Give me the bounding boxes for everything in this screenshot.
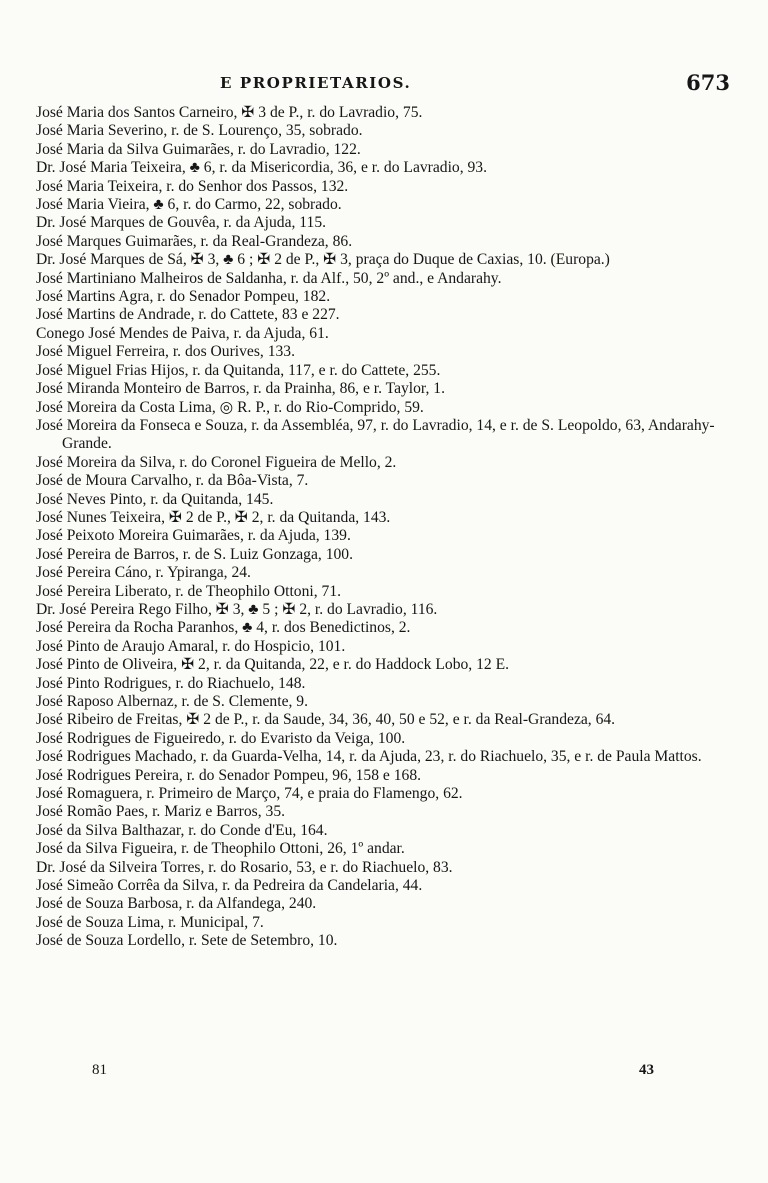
- directory-entry: José Maria da Silva Guimarães, r. do Lavradio, 122.: [36, 140, 361, 158]
- directory-entry: Conego José Mendes de Paiva, r. da Ajuda, 61.: [36, 324, 329, 342]
- directory-entry: José Nunes Teixeira, ✠ 2 de P., ✠ 2, r. da Quitanda, 143.: [36, 508, 391, 526]
- running-head: E PROPRIETARIOS.: [220, 74, 412, 92]
- directory-entry: José Rodrigues Machado, r. da Guarda-Velha, 14, r. da Ajuda, 23, r. do Riachuelo, 35, e r. de Paula Mattos.: [36, 748, 702, 766]
- directory-entry: José Romão Paes, r. Mariz e Barros, 35.: [36, 803, 286, 821]
- signature-mark-left: 81: [92, 1062, 107, 1078]
- directory-entry: José Moreira da Fonseca e Souza, r. da Assembléa, 97, r. do Lavradio, 14, e r. de S. Leopoldo, 63, Andarahy-Grande.: [36, 416, 715, 453]
- directory-entry: José de Moura Carvalho, r. da Bôa-Vista, 7.: [36, 472, 309, 490]
- directory-entry: José Miguel Ferreira, r. dos Ourives, 133.: [36, 343, 295, 361]
- directory-entry: José Maria dos Santos Carneiro, ✠ 3 de P., r. do Lavradio, 75.: [36, 104, 423, 121]
- directory-entry: José Miguel Frias Hijos, r. da Quitanda, 117, e r. do Cattete, 255.: [36, 361, 441, 379]
- directory-entry: José Maria Vieira, ♣ 6, r. do Carmo, 22, sobrado.: [36, 196, 342, 214]
- directory-entry: José Raposo Albernaz, r. de S. Clemente, 9.: [36, 693, 308, 710]
- directory-entry: José Marques Guimarães, r. da Real-Grandeza, 86.: [36, 232, 353, 250]
- directory-entry: José Rodrigues Pereira, r. do Senador Pompeu, 96, 158 e 168.: [36, 766, 422, 784]
- directory-entry: José Pinto de Oliveira, ✠ 2, r. da Quitanda, 22, e r. do Haddock Lobo, 12 E.: [36, 656, 509, 674]
- directory-entry: José de Souza Barbosa, r. da Alfandega, 240.: [36, 895, 317, 913]
- directory-entry: José Pereira de Barros, r. de S. Luiz Gonzaga, 100.: [36, 545, 353, 563]
- directory-entry: José Pereira Liberato, r. de Theophilo Ottoni, 71.: [36, 582, 342, 600]
- directory-entry: José Pereira da Rocha Paranhos, ♣ 4, r. dos Benedictinos, 2.: [36, 619, 411, 637]
- directory-entry: José Maria Severino, r. de S. Lourenço, 35, sobrado.: [36, 122, 363, 140]
- directory-entry: José Peixoto Moreira Guimarães, r. da Ajuda, 139.: [36, 527, 351, 545]
- directory-entry: José Miranda Monteiro de Barros, r. da Prainha, 86, e r. Taylor, 1.: [36, 380, 445, 398]
- directory-entry: Dr. José Marques de Sá, ✠ 3, ♣ 6 ; ✠ 2 de P., ✠ 3, praça do Duque de Caxias, 10. (Europa.): [36, 251, 610, 269]
- directory-entry: Dr. José Marques de Gouvêa, r. da Ajuda, 115.: [36, 214, 327, 232]
- directory-entry: José Martins Agra, r. do Senador Pompeu, 182.: [36, 288, 331, 306]
- directory-entry: José Rodrigues de Figueiredo, r. do Evaristo da Veiga, 100.: [36, 729, 406, 747]
- directory-entry: José da Silva Figueira, r. de Theophilo Ottoni, 26, 1º andar.: [36, 840, 405, 858]
- directory-entry: José da Silva Balthazar, r. do Conde d'Eu, 164.: [36, 821, 328, 839]
- directory-entry: Dr. José da Silveira Torres, r. do Rosario, 53, e r. do Riachuelo, 83.: [36, 858, 453, 876]
- directory-entry: José Simeão Corrêa da Silva, r. da Pedreira da Candelaria, 44.: [36, 877, 423, 895]
- directory-entry: Dr. José Pereira Rego Filho, ✠ 3, ♣ 5 ; ✠ 2, r. do Lavradio, 116.: [36, 600, 438, 618]
- directory-entry: José Neves Pinto, r. da Quitanda, 145.: [36, 490, 274, 508]
- directory-entry: José Pereira Cáno, r. Ypiranga, 24.: [36, 564, 251, 582]
- directory-entry: José Maria Teixeira, r. do Senhor dos Passos, 132.: [36, 177, 349, 195]
- signature-mark-right: 43: [639, 1062, 654, 1078]
- page-header: [30, 70, 730, 104]
- directory-entry: José Martiniano Malheiros de Saldanha, r. da Alf., 50, 2º and., e Andarahy.: [36, 269, 502, 287]
- directory-entry: José Romaguera, r. Primeiro de Março, 74, e praia do Flamengo, 62.: [36, 785, 463, 803]
- directory-entry: José de Souza Lordello, r. Sete de Setembro, 10.: [36, 932, 338, 950]
- directory-entry: José Moreira da Costa Lima, ◎ R. P., r. do Rio-Comprido, 59.: [36, 398, 424, 416]
- directory-entry: José Pinto de Araujo Amaral, r. do Hospicio, 101.: [36, 637, 346, 655]
- page-footer: [92, 1062, 654, 1082]
- directory-entry: José Martins de Andrade, r. do Cattete, 83 e 227.: [36, 306, 340, 324]
- directory-entry: José Moreira da Silva, r. do Coronel Figueira de Mello, 2.: [36, 453, 397, 471]
- directory-entry: José Ribeiro de Freitas, ✠ 2 de P., r. da Saude, 34, 36, 40, 50 e 52, e r. da Real-Grandeza, 64.: [36, 711, 616, 729]
- directory-entry: José Pinto Rodrigues, r. do Riachuelo, 148.: [36, 674, 306, 692]
- directory-entries: [36, 104, 716, 951]
- directory-entry: Dr. José Maria Teixeira, ♣ 6, r. da Misericordia, 36, e r. do Lavradio, 93.: [36, 159, 487, 177]
- page-number: 673: [686, 70, 730, 95]
- directory-entry: José de Souza Lima, r. Municipal, 7.: [36, 913, 264, 931]
